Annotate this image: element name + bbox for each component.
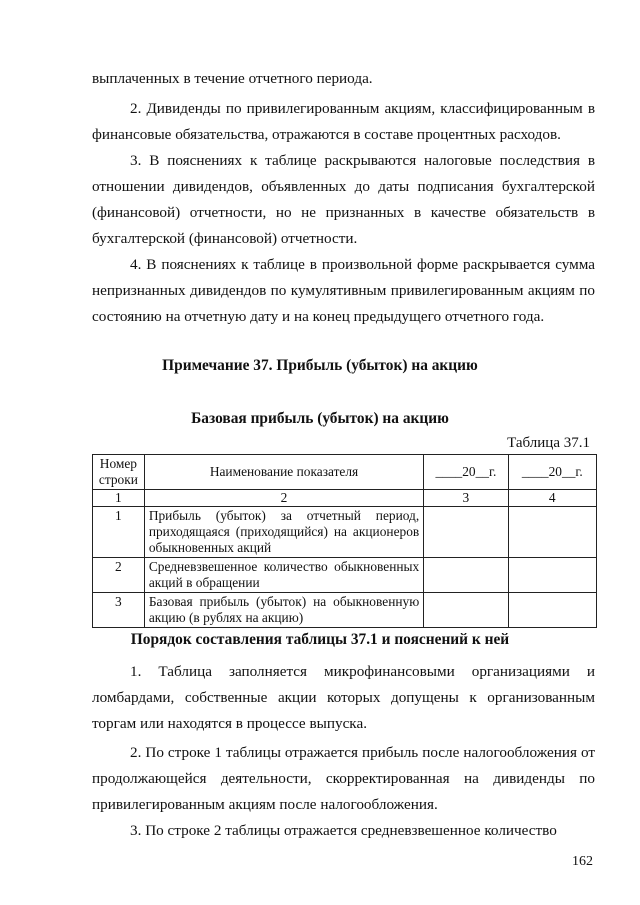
header-period-current: ____20__г. [424, 455, 508, 490]
header-row-number: Номер строки [93, 455, 145, 490]
row-number: 3 [93, 593, 145, 628]
row-value-previous [508, 507, 596, 558]
header-indicator-name: Наименование показателя [144, 455, 423, 490]
col-number-1: 1 [93, 490, 145, 507]
col-number-2: 2 [144, 490, 423, 507]
row-name: Прибыль (убыток) за отчетный период, приходящаяся (приходящийся) на акционеров обыкновенных акций [144, 507, 423, 558]
col-number-4: 4 [508, 490, 596, 507]
table-row [93, 593, 597, 628]
procedure-paragraph-1: 1. Таблица заполняется микрофинансовыми организациями и ломбардами, собственные акции которых допущены к организованным торгам или находятся в процессе выпуска. [92, 663, 595, 732]
procedure-title: Порядок составления таблицы 37.1 и пояснений к ней [130, 631, 510, 648]
note-title: Примечание 37. Прибыль (убыток) на акцию [162, 357, 478, 374]
paragraph-2: 2. Дивиденды по привилегированным акциям, классифицированным в финансовые обязательства, отражаются в составе процентных расходов. [92, 100, 595, 143]
table-title: Базовая прибыль (убыток) на акцию [191, 410, 449, 427]
col-number-3: 3 [424, 490, 508, 507]
table-row [93, 507, 597, 558]
procedure-paragraph-3: 3. По строке 2 таблицы отражается средневзвешенное количество [130, 822, 557, 839]
table-label: Таблица 37.1 [507, 435, 590, 451]
row-number: 1 [93, 507, 145, 558]
basic-eps-table [92, 454, 597, 628]
row-number: 2 [93, 558, 145, 593]
table-column-numbers-row [93, 490, 597, 507]
header-period-previous: ____20__г. [508, 455, 596, 490]
row-value-current [424, 558, 508, 593]
paragraph-4: 4. В пояснениях к таблице в произвольной форме раскрывается сумма непризнанных дивидендов по кумулятивным привилегированным акциям по состоянию на отчетную дату и на конец предыдущего отчетного года. [92, 256, 595, 325]
row-value-current [424, 507, 508, 558]
page-number: 162 [572, 854, 593, 869]
row-value-current [424, 593, 508, 628]
row-name: Средневзвешенное количество обыкновенных акций в обращении [144, 558, 423, 593]
row-name: Базовая прибыль (убыток) на обыкновенную акцию (в рублях на акцию) [144, 593, 423, 628]
table-header-row [93, 455, 597, 490]
paragraph-continuation: выплаченных в течение отчетного периода. [92, 70, 373, 87]
row-value-previous [508, 593, 596, 628]
paragraph-3: 3. В пояснениях к таблице раскрываются налоговые последствия в отношении дивидендов, объявленных до даты подписания бухгалтерской (финансовой) отчетности, но не признанных в качестве обязательств в бухгалтерской (финансовой) отчетности. [92, 152, 595, 247]
procedure-paragraph-2: 2. По строке 1 таблицы отражается прибыль после налогообложения от продолжающейся деятельности, скорректированная на дивиденды по привилегированным акциям после налогообложения. [92, 744, 595, 813]
table-row [93, 558, 597, 593]
row-value-previous [508, 558, 596, 593]
